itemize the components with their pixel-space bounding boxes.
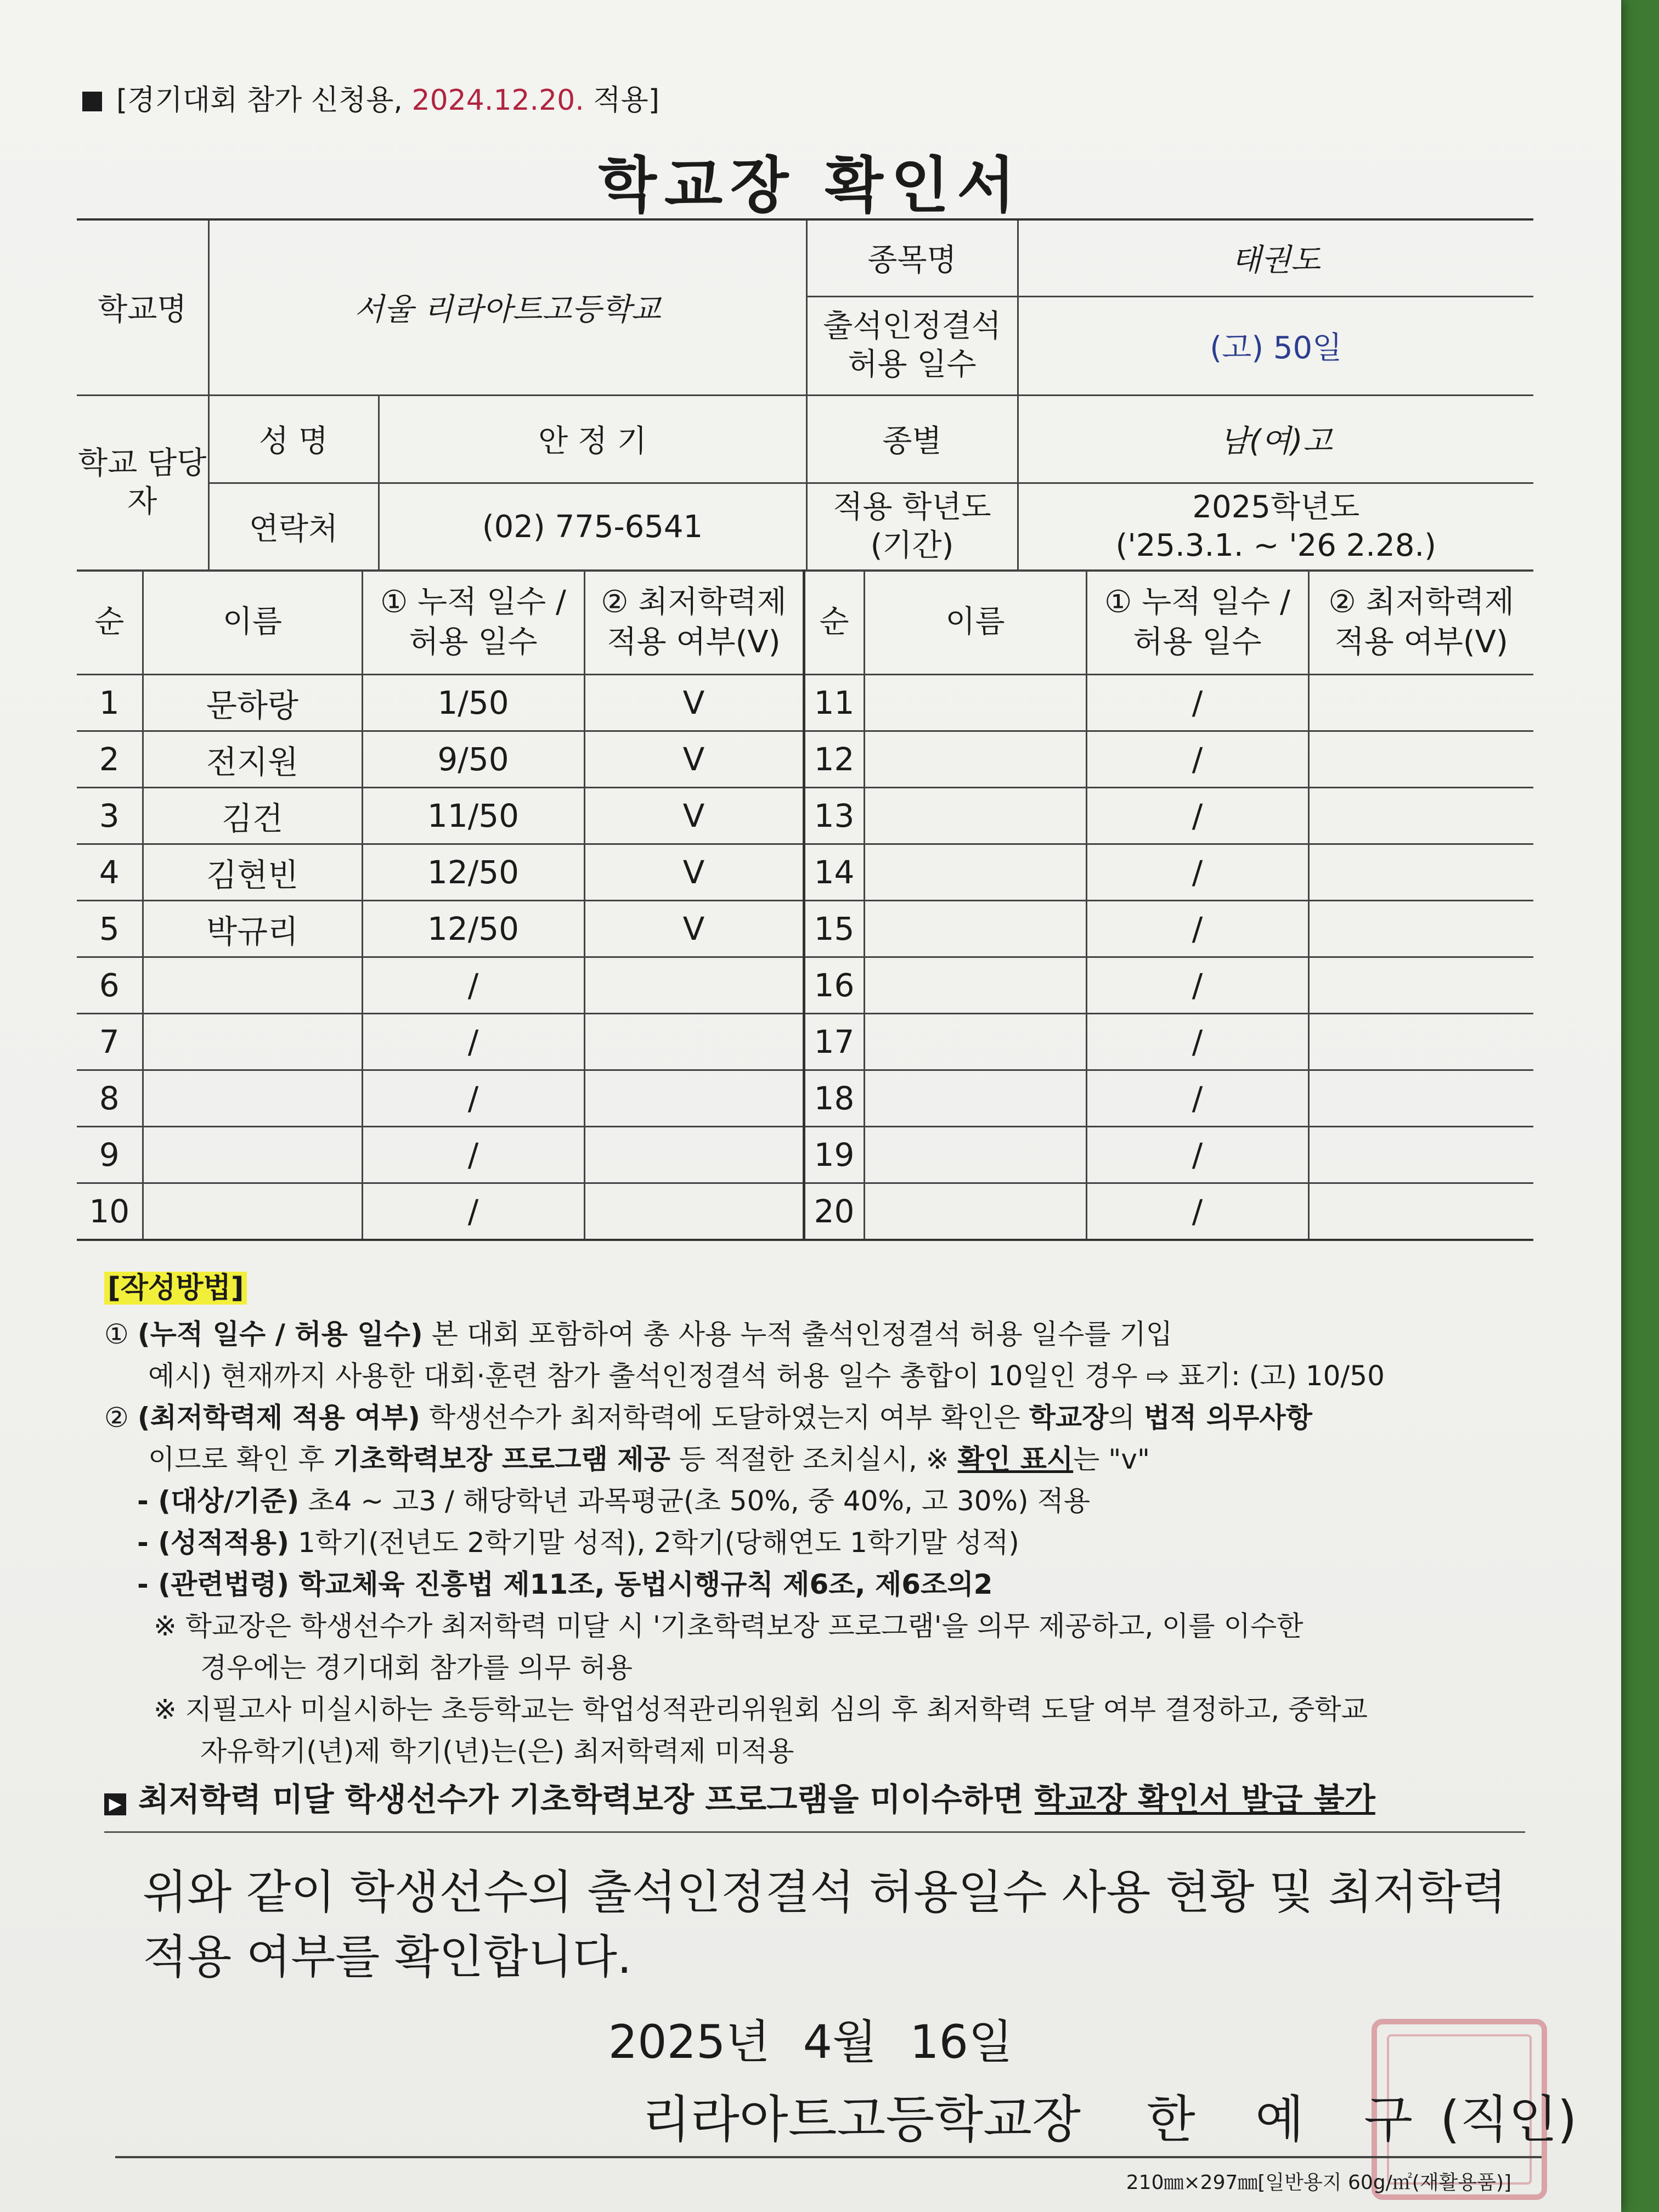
confirmation-text: 위와 같이 학생선수의 출석인정결석 허용일수 사용 현황 및 최저학력 적용 여부를 확인합니다. xyxy=(143,1865,1506,1984)
guide-line-5: - (대상/기준) 초4 ~ 고3 / 해당학년 과목평균(초 50%, 중 40%, 고 30%) 적용 xyxy=(137,1485,1091,1517)
row-check xyxy=(1308,1070,1533,1127)
row-check xyxy=(1308,1014,1533,1070)
row-name xyxy=(864,1070,1086,1127)
row-name: 전지원 xyxy=(143,731,362,788)
row-name xyxy=(864,788,1086,844)
row-check xyxy=(1308,731,1533,788)
row-name xyxy=(143,1070,362,1127)
manager-label: 학교 담당자 xyxy=(77,395,208,571)
name-label: 성 명 xyxy=(208,395,379,483)
row-check xyxy=(584,1070,804,1127)
row-check xyxy=(1308,675,1533,731)
row-name: 김건 xyxy=(143,788,362,844)
row-no: 11 xyxy=(804,675,864,731)
row-no: 5 xyxy=(77,901,143,957)
row-name xyxy=(143,957,362,1014)
divider xyxy=(104,1831,1525,1833)
row-no: 19 xyxy=(804,1127,864,1183)
row-days: / xyxy=(1086,731,1308,788)
row-check xyxy=(1308,901,1533,957)
row-name xyxy=(143,1014,362,1070)
row-no: 20 xyxy=(804,1183,864,1240)
row-name: 박규리 xyxy=(143,901,362,957)
row-no: 18 xyxy=(804,1070,864,1127)
guide-line-7: - (관련법령) 학교체육 진흥법 제11조, 동법시행규칙 제6조, 제6조의2 xyxy=(137,1568,993,1600)
row-days: / xyxy=(362,1070,584,1127)
row-name xyxy=(864,675,1086,731)
row-days: / xyxy=(1086,901,1308,957)
guide-line-3: ② (최저학력제 적용 여부) 학생선수가 최저학력에 도달하였는지 여부 확인은 학교장의 법적 의무사항 xyxy=(104,1402,1312,1434)
row-no: 13 xyxy=(804,788,864,844)
row-name xyxy=(864,731,1086,788)
row-days: / xyxy=(1086,1014,1308,1070)
row-no: 14 xyxy=(804,844,864,901)
guide-line-10: ※ 지필고사 미실시하는 초등학교는 학업성적관리위원회 심의 후 최저학력 도달 여부 결정하고, 중학교 xyxy=(154,1694,1368,1725)
guide-final-note: ▶ 최저학력 미달 학생선수가 기초학력보장 프로그램을 미이수하면 학교장 확인서 발급 불가 xyxy=(104,1779,1542,1820)
row-no: 8 xyxy=(77,1070,143,1127)
row-check xyxy=(1308,1183,1533,1240)
table-row xyxy=(77,1127,1533,1183)
gender-value: 남(여)고 xyxy=(1018,395,1533,483)
row-days: 9/50 xyxy=(362,731,584,788)
info-table xyxy=(77,218,1533,572)
roster-header-row xyxy=(77,571,1533,675)
col-header-min-acad-2: ② 최저학력제 적용 여부(V) xyxy=(1308,571,1533,675)
table-row xyxy=(77,844,1533,901)
guide-line-9: 경우에는 경기대회 참가를 의무 허용 xyxy=(200,1652,633,1684)
row-check: V xyxy=(584,788,804,844)
sport-label: 종목명 xyxy=(806,219,1018,296)
row-no: 3 xyxy=(77,788,143,844)
contact-value: (02) 775-6541 xyxy=(379,483,806,571)
col-header-days-2: ① 누적 일수 / 허용 일수 xyxy=(1086,571,1308,675)
row-check xyxy=(584,1127,804,1183)
guide-line-11: 자유학기(년)제 학기(년)는(은) 최저학력제 미적용 xyxy=(200,1735,794,1767)
row-no: 17 xyxy=(804,1014,864,1070)
document-title: 학교장 확인서 xyxy=(598,150,1023,221)
row-name xyxy=(864,1014,1086,1070)
row-check xyxy=(584,1014,804,1070)
allowed-days-label: 출석인정결석 허용 일수 xyxy=(806,296,1018,395)
row-no: 4 xyxy=(77,844,143,901)
row-no: 6 xyxy=(77,957,143,1014)
row-no: 1 xyxy=(77,675,143,731)
row-days: 12/50 xyxy=(362,901,584,957)
col-header-no-2: 순 xyxy=(804,571,864,675)
row-no: 2 xyxy=(77,731,143,788)
row-no: 10 xyxy=(77,1183,143,1240)
table-row xyxy=(77,788,1533,844)
row-check: V xyxy=(584,731,804,788)
row-no: 16 xyxy=(804,957,864,1014)
contact-label: 연락처 xyxy=(208,483,379,571)
row-days: / xyxy=(362,1014,584,1070)
period-value: ('25.3.1. ~ '26 2.28.) xyxy=(1115,528,1436,563)
name-value: 안 정 기 xyxy=(379,395,806,483)
guide-heading: [작성방법] xyxy=(104,1272,247,1305)
row-days: / xyxy=(362,1127,584,1183)
row-days: 11/50 xyxy=(362,788,584,844)
row-no: 15 xyxy=(804,901,864,957)
row-days: / xyxy=(362,1183,584,1240)
table-row xyxy=(77,1014,1533,1070)
year-value: 2025학년도 xyxy=(1192,489,1360,525)
row-days: / xyxy=(1086,844,1308,901)
row-check xyxy=(1308,957,1533,1014)
row-days: 1/50 xyxy=(362,675,584,731)
guide-line-6: - (성적적용) 1학기(전년도 2학기말 성적), 2학기(당해연도 1학기말 성적) xyxy=(137,1527,1019,1559)
table-row xyxy=(77,731,1533,788)
square-bullet-icon xyxy=(82,92,102,111)
roster-table xyxy=(77,569,1533,1241)
col-header-name: 이름 xyxy=(143,571,362,675)
guide-line-2: 예시) 현재까지 사용한 대회·훈련 참가 출석인정결석 허용 일수 총합이 10일인 경우 ⇨ 표기: (고) 10/50 xyxy=(148,1360,1385,1392)
row-name xyxy=(143,1183,362,1240)
issue-date: 2025년 4월 16일 xyxy=(608,2015,1013,2069)
row-check xyxy=(584,957,804,1014)
row-no: 12 xyxy=(804,731,864,788)
row-days: / xyxy=(1086,1183,1308,1240)
row-name xyxy=(864,844,1086,901)
guide-line-8: ※ 학교장은 학생선수가 최저학력 미달 시 '기초학력보장 프로그램'을 의무 제공하고, 이를 이수한 xyxy=(154,1610,1304,1642)
principal-signature: 리라아트고등학교장 한 예 구 (직인) xyxy=(642,2090,1577,2149)
col-header-no: 순 xyxy=(77,571,143,675)
row-name xyxy=(864,1127,1086,1183)
row-days: / xyxy=(1086,1070,1308,1127)
row-check xyxy=(1308,1127,1533,1183)
row-name xyxy=(143,1127,362,1183)
school-value: 서울 리라아트고등학교 xyxy=(208,219,806,395)
row-check xyxy=(1308,844,1533,901)
row-no: 7 xyxy=(77,1014,143,1070)
writing-guide xyxy=(104,1267,1542,1820)
row-check xyxy=(584,1183,804,1240)
guide-line-4: 이므로 확인 후 기초학력보장 프로그램 제공 등 적절한 조치실시, ※ 확인 표시는 "v" xyxy=(148,1443,1150,1475)
row-days: / xyxy=(1086,788,1308,844)
row-check xyxy=(1308,788,1533,844)
school-label: 학교명 xyxy=(77,219,208,395)
col-header-name-2: 이름 xyxy=(864,571,1086,675)
col-header-days: ① 누적 일수 / 허용 일수 xyxy=(362,571,584,675)
row-name: 문하랑 xyxy=(143,675,362,731)
guide-line-1: ① (누적 일수 / 허용 일수) 본 대회 포함하여 총 사용 누적 출석인정결석 허용 일수를 기입 xyxy=(104,1318,1173,1350)
row-days: / xyxy=(1086,1127,1308,1183)
row-days: 12/50 xyxy=(362,844,584,901)
year-cell xyxy=(1018,483,1533,571)
gender-label: 종별 xyxy=(806,395,1018,483)
year-label: 적용 학년도 (기간) xyxy=(806,483,1018,571)
row-name xyxy=(864,901,1086,957)
table-row xyxy=(77,675,1533,731)
col-header-min-acad: ② 최저학력제 적용 여부(V) xyxy=(584,571,804,675)
row-no: 9 xyxy=(77,1127,143,1183)
table-row xyxy=(77,957,1533,1014)
row-check: V xyxy=(584,844,804,901)
table-row xyxy=(77,1183,1533,1240)
row-name xyxy=(864,957,1086,1014)
row-days: / xyxy=(362,957,584,1014)
row-name xyxy=(864,1183,1086,1240)
paper-spec: 210㎜×297㎜[일반용지 60g/㎡(재활용품)] xyxy=(1126,2171,1511,2194)
table-row xyxy=(77,901,1533,957)
row-days: / xyxy=(1086,957,1308,1014)
allowed-days-value: (고) 50일 xyxy=(1018,296,1533,395)
bottom-divider xyxy=(115,2156,1542,2158)
header-note-date: 2024.12.20. xyxy=(411,84,584,117)
arrow-box-icon: ▶ xyxy=(104,1793,126,1815)
table-row xyxy=(77,1070,1533,1127)
row-days: / xyxy=(1086,675,1308,731)
row-name: 김현빈 xyxy=(143,844,362,901)
row-check: V xyxy=(584,901,804,957)
sport-value: 태권도 xyxy=(1018,219,1533,296)
row-check: V xyxy=(584,675,804,731)
header-note: [경기대회 참가 신청용, 2024.12.20. 적용] xyxy=(82,77,659,118)
